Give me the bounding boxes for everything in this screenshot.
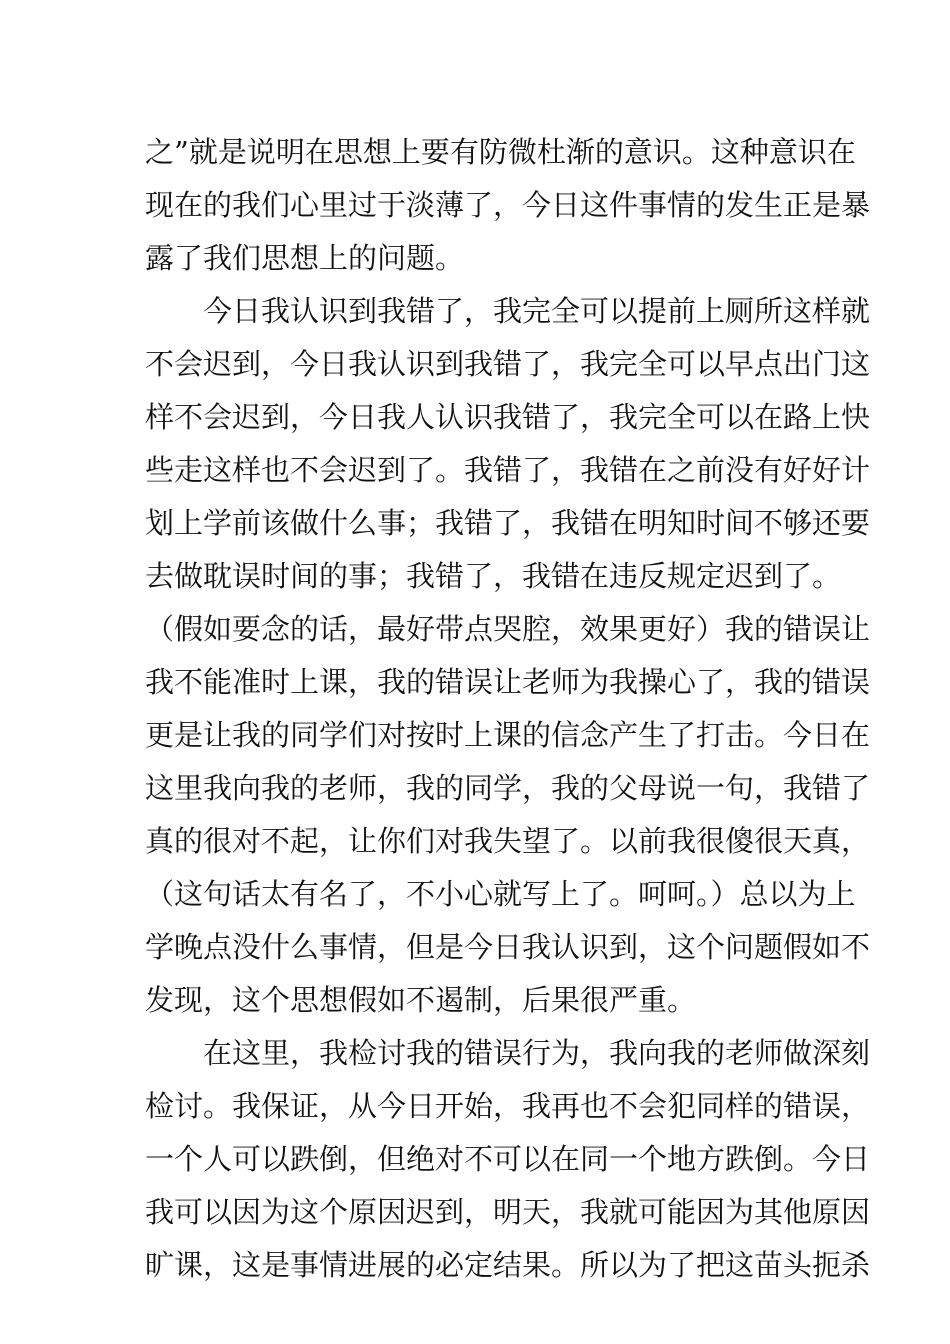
text-line: （这句话太有名了，不小心就写上了。呵呵。）总以为上: [145, 877, 856, 911]
text-line: 现在的我们心里过于淡薄了，今日这件事情的发生正是暴: [145, 188, 871, 222]
text-line: 在这里，我检讨我的错误行为，我向我的老师做深刻: [203, 1036, 871, 1070]
text-line: 一个人可以跌倒，但绝对不可以在同一个地方跌倒。今日: [145, 1142, 871, 1176]
text-line: 学晚点没什么事情，但是今日我认识到，这个问题假如不: [145, 930, 871, 964]
text-line: 些走这样也不会迟到了。我错了，我错在之前没有好好计: [145, 453, 871, 487]
document-body: [145, 126, 871, 1292]
text-line: 划上学前该做什么事；我错了，我错在明知时间不够还要: [145, 506, 871, 540]
text-line: 旷课，这是事情进展的必定结果。所以为了把这苗头扼杀: [145, 1248, 871, 1282]
text-line: 我不能准时上课，我的错误让老师为我操心了，我的错误: [145, 665, 871, 699]
text-line: 更是让我的同学们对按时上课的信念产生了打击。今日在: [145, 718, 871, 752]
text-line: 这里我向我的老师，我的同学，我的父母说一句，我错了: [145, 771, 871, 805]
text-line: 今日我认识到我错了，我完全可以提前上厕所这样就: [203, 294, 871, 328]
text-line: 不会迟到，今日我认识到我错了，我完全可以早点出门这: [145, 347, 871, 381]
text-line: 之”就是说明在思想上要有防微杜渐的意识。这种意识在: [145, 135, 856, 169]
text-line: 发现，这个思想假如不遏制，后果很严重。: [145, 983, 697, 1017]
text-line: 露了我们思想上的问题。: [145, 241, 465, 275]
text-line: 去做耽误时间的事；我错了，我错在违反规定迟到了。: [145, 559, 842, 593]
text-line: 样不会迟到，今日我人认识我错了，我完全可以在路上快: [145, 400, 871, 434]
paragraph-3: [145, 1027, 871, 1292]
text-line: 真的很对不起，让你们对我失望了。以前我很傻很天真，: [145, 824, 871, 858]
paragraph-2: [145, 285, 871, 1027]
text-line: （假如要念的话，最好带点哭腔，效果更好）我的错误让: [145, 612, 871, 646]
paragraph-1: [145, 126, 871, 285]
text-line: 检讨。我保证，从今日开始，我再也不会犯同样的错误，: [145, 1089, 871, 1123]
text-line: 我可以因为这个原因迟到，明天，我就可能因为其他原因: [145, 1195, 871, 1229]
